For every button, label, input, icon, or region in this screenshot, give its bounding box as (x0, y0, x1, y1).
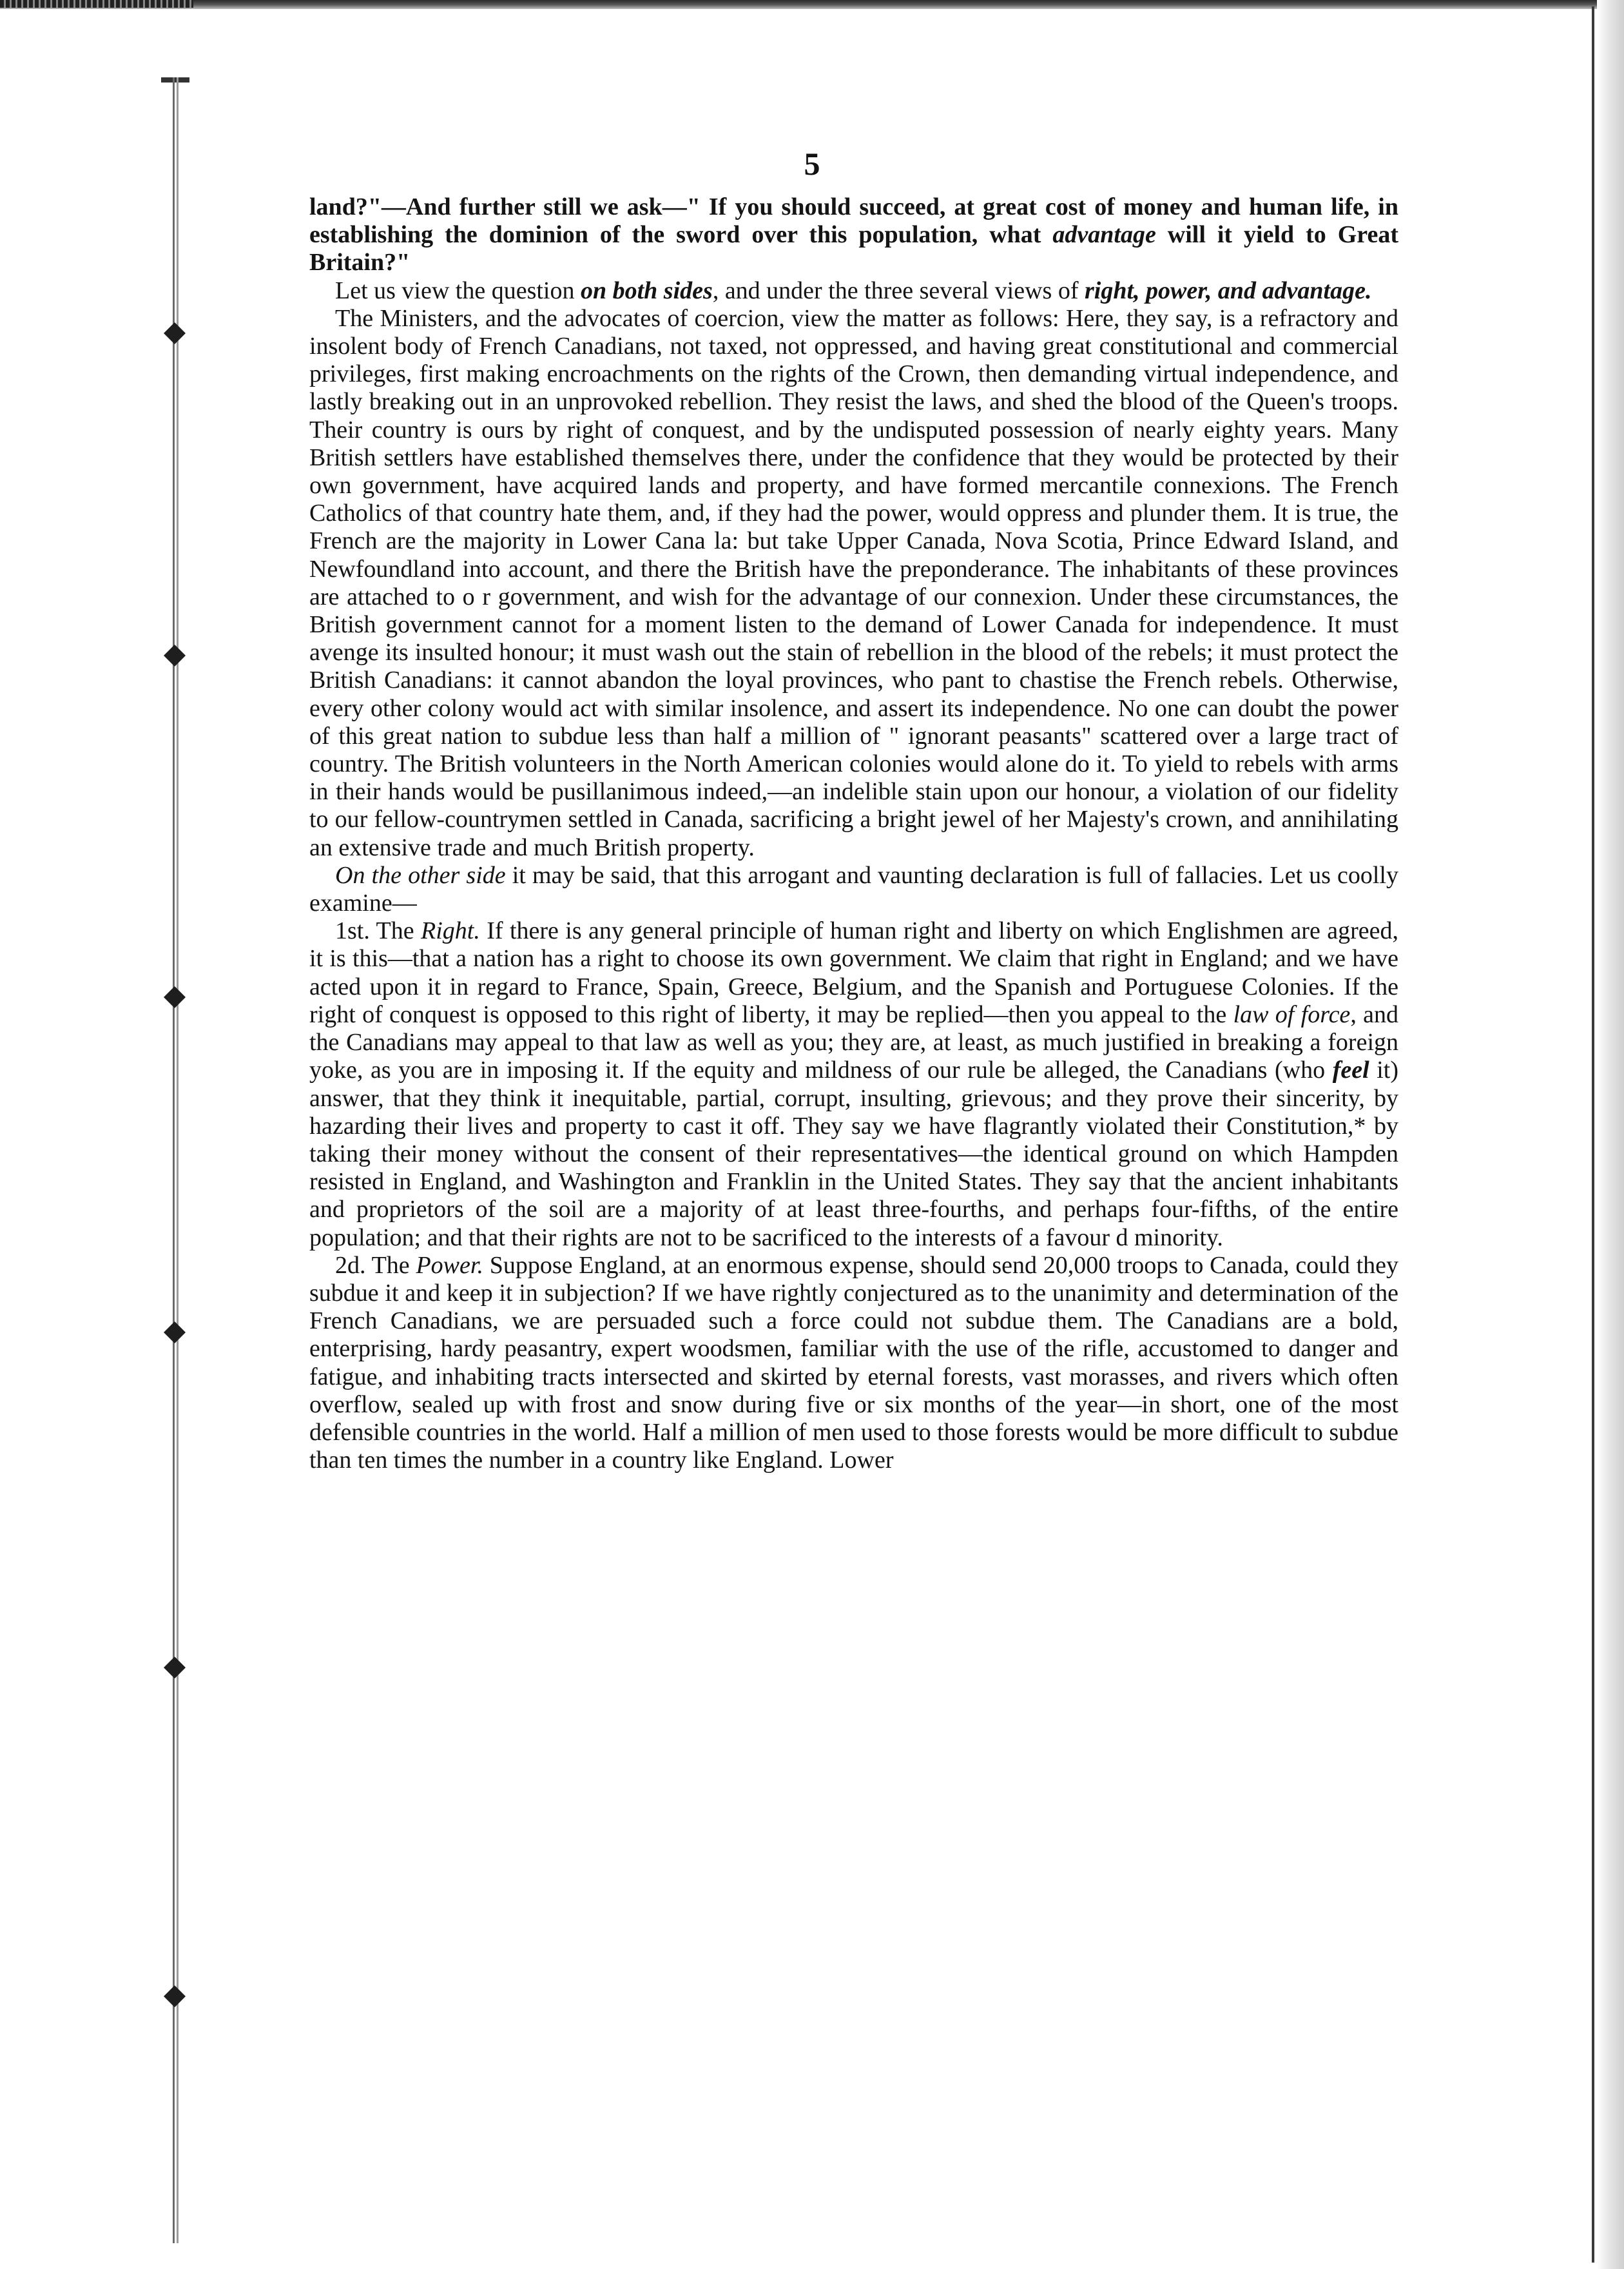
binding-stitch (164, 322, 186, 344)
text-run: will it yield to Great Britain?" (309, 221, 1399, 277)
emphasized-text: On the other side (335, 861, 506, 889)
scan-top-border (0, 0, 1624, 9)
page-right-edge-line (1592, 6, 1594, 2263)
emphasized-text: advantage (1052, 221, 1156, 249)
emphasized-text: Power. (416, 1251, 483, 1279)
binding-stitching (155, 77, 193, 2243)
paragraph (309, 193, 1398, 277)
scan-top-edge-marks (0, 0, 193, 8)
binding-stitch (164, 645, 186, 667)
paragraph (309, 862, 1398, 917)
binding-top-mark (161, 77, 189, 83)
paragraph (309, 277, 1398, 305)
text-run: , and the Canadians may appeal to that law as well as you; they are, at least, as much justified in breaking a foreign yoke, as you are in imposing it. If the equity and mildness of our rule be alleged, the Canadians (who (309, 1000, 1398, 1084)
emphasized-text: feel (1332, 1057, 1369, 1084)
paragraph (309, 305, 1398, 862)
text-run: 2d. The (335, 1251, 416, 1279)
text-run: The Ministers, and the advocates of coercion, view the matter as follows: Here, they say, is a refractory and insolent body of French Canadians, not taxed, not oppressed, and having great constitutional and commercial privileges, first making encroachments on the rights of the Crown, then demanding virtual independence, and lastly breaking out in an unprovoked rebellion. They resist the laws, and shed the blood of the Queen's troops. Their country is ours by right of conquest, and by the undisputed possession of nearly eighty years. Many British settlers have established themselves there, under the confidence that they would be protected by their own government, have acquired lands and property, and have formed mercantile connexions. The French Catholics of that country hate them, and, if they had the power, would oppress and plunder them. It is true, the French are the majority in Lower Cana la: but take Upper Canada, Nova Scotia, Prince Edward Island, and Newfoundland into account, and there the British have the preponderance. The inhabitants of these provinces are attached to o r government, and wish for the advantage of our connexion. Under these circumstances, the British government cannot for a moment listen to the demand of Lower Canada for independence. It must avenge its insulted honour; it must wash out the stain of rebellion in the blood of the rebels; it must protect the British Canadians: it cannot abandon the loyal provinces, who pant to chastise the French rebels. Otherwise, every other colony would act with similar insolence, and assert its independence. No one can doubt the power of this great nation to subdue less than half a million of " ignorant peasants" scattered over a large tract of country. The British volunteers in the North American colonies would alone do it. To yield to rebels with arms in their hands would be pusillanimous indeed,—an indelible stain upon our honour, a violation of our fidelity to our fellow-countrymen settled in Canada, sacrificing a bright jewel of her Majesty's crown, and annihilating an extensive trade and much British property. (309, 304, 1398, 861)
text-body (309, 193, 1398, 1474)
text-run: If there is any general principle of human right and liberty on which Englishmen are agreed, it is this—that a nation has a right to choose its own government. We claim that right in England; and we have acted upon it in regard to France, Spain, Greece, Belgium, and the Spanish and Portuguese Colonies. If the right of conquest is opposed to this right of liberty, it may be replied—then you appeal to the (309, 917, 1398, 1028)
paragraph (309, 1252, 1398, 1475)
emphasized-text: law of force (1233, 1000, 1351, 1028)
text-run: , and under the three several views of (712, 277, 1085, 304)
page-right-shadow (1597, 0, 1624, 2269)
page-number: 5 (804, 146, 820, 182)
text-run: 1st. The (335, 917, 421, 945)
binding-stitch (164, 1657, 186, 1679)
text-run: land?"—And further still we ask—" If you should succeed, at great cost of money and human life, in establishing the dominion of the sword over this population, what (309, 193, 1398, 249)
emphasized-text: right, power, and advantage. (1084, 277, 1372, 304)
text-run: it) answer, that they think it inequitable, partial, corrupt, insulting, grievous; and they prove their sincerity, by hazarding their lives and property to cast it off. They say we have flagrantly violated their Constitution,* by taking their money without the consent of their representatives—the identical ground on which Hampden resisted in England, and Washington and Franklin in the United States. They say that the ancient inhabitants and proprietors of the soil are a majority of at least three-fourths, and perhaps four-fifths, of the entire population; and that their rights are not to be sacrificed to the interests of a favour d minority. (309, 1057, 1398, 1251)
text-run: Suppose England, at an enormous expense, should send 20,000 troops to Canada, could they subdue it and keep it in subjection? If we have rightly conjectured as to the unanimity and determination of the French Canadians, we are persuaded such a force could not subdue them. The Canadians are a bold, enterprising, hardy peasantry, expert woodsmen, familiar with the use of the rifle, accustomed to danger and fatigue, and inhabiting tracts intersected and skirted by eternal forests, vast morasses, and rivers which often overflow, sealed up with frost and snow during five or six months of the year—in short, one of the most defensible countries in the world. Half a million of men used to those forests would be more difficult to subdue than ten times the number in a country like England. Lower (309, 1251, 1398, 1474)
binding-stitch (164, 1321, 186, 1343)
emphasized-text: Right. (421, 917, 480, 945)
binding-thread (177, 77, 179, 2243)
binding-stitch (164, 1985, 186, 2007)
binding-stitch (164, 986, 186, 1008)
text-run: it may be said, that this arrogant and vaunting declaration is full of fallacies. Let us coolly examine— (309, 861, 1398, 917)
binding-thread (173, 77, 175, 2243)
text-run: Let us view the question (335, 277, 581, 304)
emphasized-text: on both sides (580, 277, 713, 304)
paragraph (309, 917, 1398, 1251)
